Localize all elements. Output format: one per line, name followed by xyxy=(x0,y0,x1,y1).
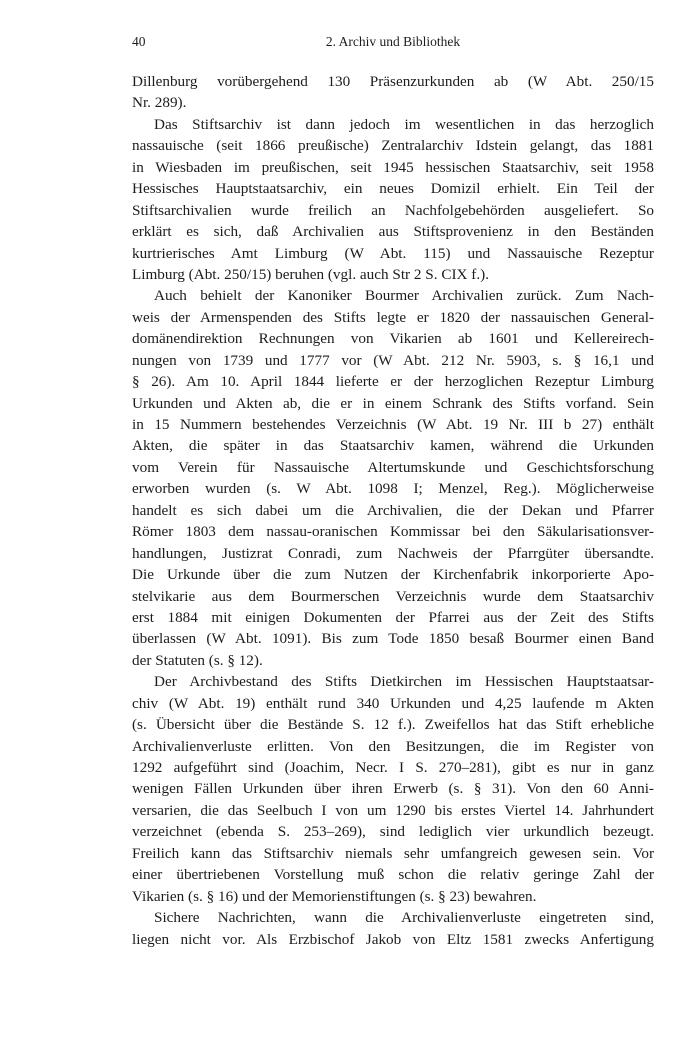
text-line: erworben wurden (s. W Abt. 1098 I; Menzel, Reg.). Möglicherweise xyxy=(132,480,654,498)
text-line: Archivalienverluste erlitten. Von den Besitzungen, die im Register von xyxy=(132,737,654,755)
text-line: handlungen, Justizrat Conradi, zum Nachweis der Pfarrgüter übersandte. xyxy=(132,544,654,562)
text-line: erklärt es sich, daß Archivalien aus Stiftsprovenienz in den Beständen xyxy=(132,223,654,241)
text-line: wenigen Fällen Urkunden über ihren Erwerb (s. § 31). Von den 60 Anni- xyxy=(132,780,654,798)
text-line: kurtrierisches Amt Limburg (W Abt. 115) und Nassauische Rezeptur xyxy=(132,244,654,262)
text-line: Vikarien (s. § 16) und der Memorienstiftungen (s. § 23) bewahren. xyxy=(132,887,537,905)
text-line: Der Archivbestand des Stifts Dietkirchen im Hessischen Hauptstaatsar- xyxy=(154,673,654,691)
text-line: stelvikarie aus dem Bourmerschen Verzeichnis wurde dem Staatsarchiv xyxy=(132,587,654,605)
running-head: 2. Archiv und Bibliothek xyxy=(325,34,461,49)
text-line: handelt es sich dabei um die Archivalien, die der Dekan und Pfarrer xyxy=(132,501,654,519)
text-line: 1292 aufgeführt sind (Joachim, Necr. I S. 270–281), gibt es nur in ganz xyxy=(132,759,654,776)
text-line: nassauische (seit 1866 preußische) Zentralarchiv Idstein gelangt, das 1881 xyxy=(132,137,654,155)
body-text xyxy=(132,71,654,950)
text-line: vom Verein für Nassauische Altertumskunde und Geschichtsforschung xyxy=(132,458,654,476)
page-number: 40 xyxy=(132,34,146,49)
text-line: (s. Übersicht über die Bestände S. 12 f.). Zweifellos hat das Stift erhebliche xyxy=(132,716,654,734)
text-line: § 26). Am 10. April 1844 lieferte er der herzoglichen Rezeptur Limburg xyxy=(132,373,654,391)
text-line: Dillenburg vorübergehend 130 Präsenzurkunden ab (W Abt. 250/15 xyxy=(132,73,654,90)
text-line: weis der Armenspenden des Stifts legte er 1820 der nassauischen General- xyxy=(132,308,654,326)
text-line: Sichere Nachrichten, wann die Archivalienverluste eingetreten sind, xyxy=(154,909,654,927)
text-line: erst 1884 mit einigen Dokumenten der Pfarrei aus der Zeit des Stifts xyxy=(132,608,654,626)
text-line: liegen nicht vor. Als Erzbischof Jakob von Eltz 1581 zwecks Anfertigung xyxy=(132,930,654,948)
text-line: überlassen (W Abt. 1091). Bis zum Tode 1850 besaß Bourmer einen Band xyxy=(132,630,654,648)
text-line: verzeichnet (ebenda S. 253–269), sind lediglich vier urkundlich bezeugt. xyxy=(132,823,654,841)
text-line: einer übertriebenen Vorstellung muß schon die relativ geringe Zahl der xyxy=(132,866,654,884)
text-line: Freilich kann das Stiftsarchiv niemals sehr umfangreich gewesen sein. Vor xyxy=(132,844,654,862)
text-line: Hessisches Hauptstaatsarchiv, ein neues Domizil erhielt. Ein Teil der xyxy=(132,180,654,198)
text-line: in 15 Nummern bestehendes Verzeichnis (W Abt. 19 Nr. III b 27) enthält xyxy=(132,416,654,433)
text-line: nungen von 1739 und 1777 vor (W Abt. 212 Nr. 5903, s. § 16,1 und xyxy=(132,351,654,369)
text-line: in Wiesbaden im preußischen, seit 1945 hessischen Staatsarchiv, seit 1958 xyxy=(132,158,654,176)
text-line: chiv (W Abt. 19) enthält rund 340 Urkunden und 4,25 laufende m Akten xyxy=(132,694,654,712)
text-line: Urkunden und Akten ab, die er in einem Schrank des Stifts vorfand. Sein xyxy=(132,394,654,412)
text-line: Auch behielt der Kanoniker Bourmer Archivalien zurück. Zum Nach- xyxy=(154,287,654,305)
text-line: Römer 1803 dem nassau-oranischen Kommissar bei den Säkularisationsver- xyxy=(132,523,654,541)
page-header xyxy=(132,34,654,56)
text-line: Das Stiftsarchiv ist dann jedoch im wesentlichen in das herzoglich xyxy=(154,115,654,133)
text-line: Die Urkunde über die zum Nutzen der Kirchenfabrik inkorporierte Apo- xyxy=(132,566,654,584)
text-line: domänendirektion Rechnungen von Vikarien ab 1601 und Kellereirech- xyxy=(132,330,654,348)
text-line: der Statuten (s. § 12). xyxy=(132,651,263,669)
text-line: Limburg (Abt. 250/15) beruhen (vgl. auch Str 2 S. CIX f.). xyxy=(132,265,489,283)
text-line: versarien, die das Seelbuch I von um 1290 bis erstes Viertel 14. Jahrhundert xyxy=(132,801,654,819)
text-line: Akten, die später in das Staatsarchiv kamen, während die Urkunden xyxy=(132,437,654,455)
text-line: Stiftsarchivalien wurde freilich an Nachfolgebehörden ausgeliefert. So xyxy=(132,201,654,219)
text-line: Nr. 289). xyxy=(132,94,187,112)
